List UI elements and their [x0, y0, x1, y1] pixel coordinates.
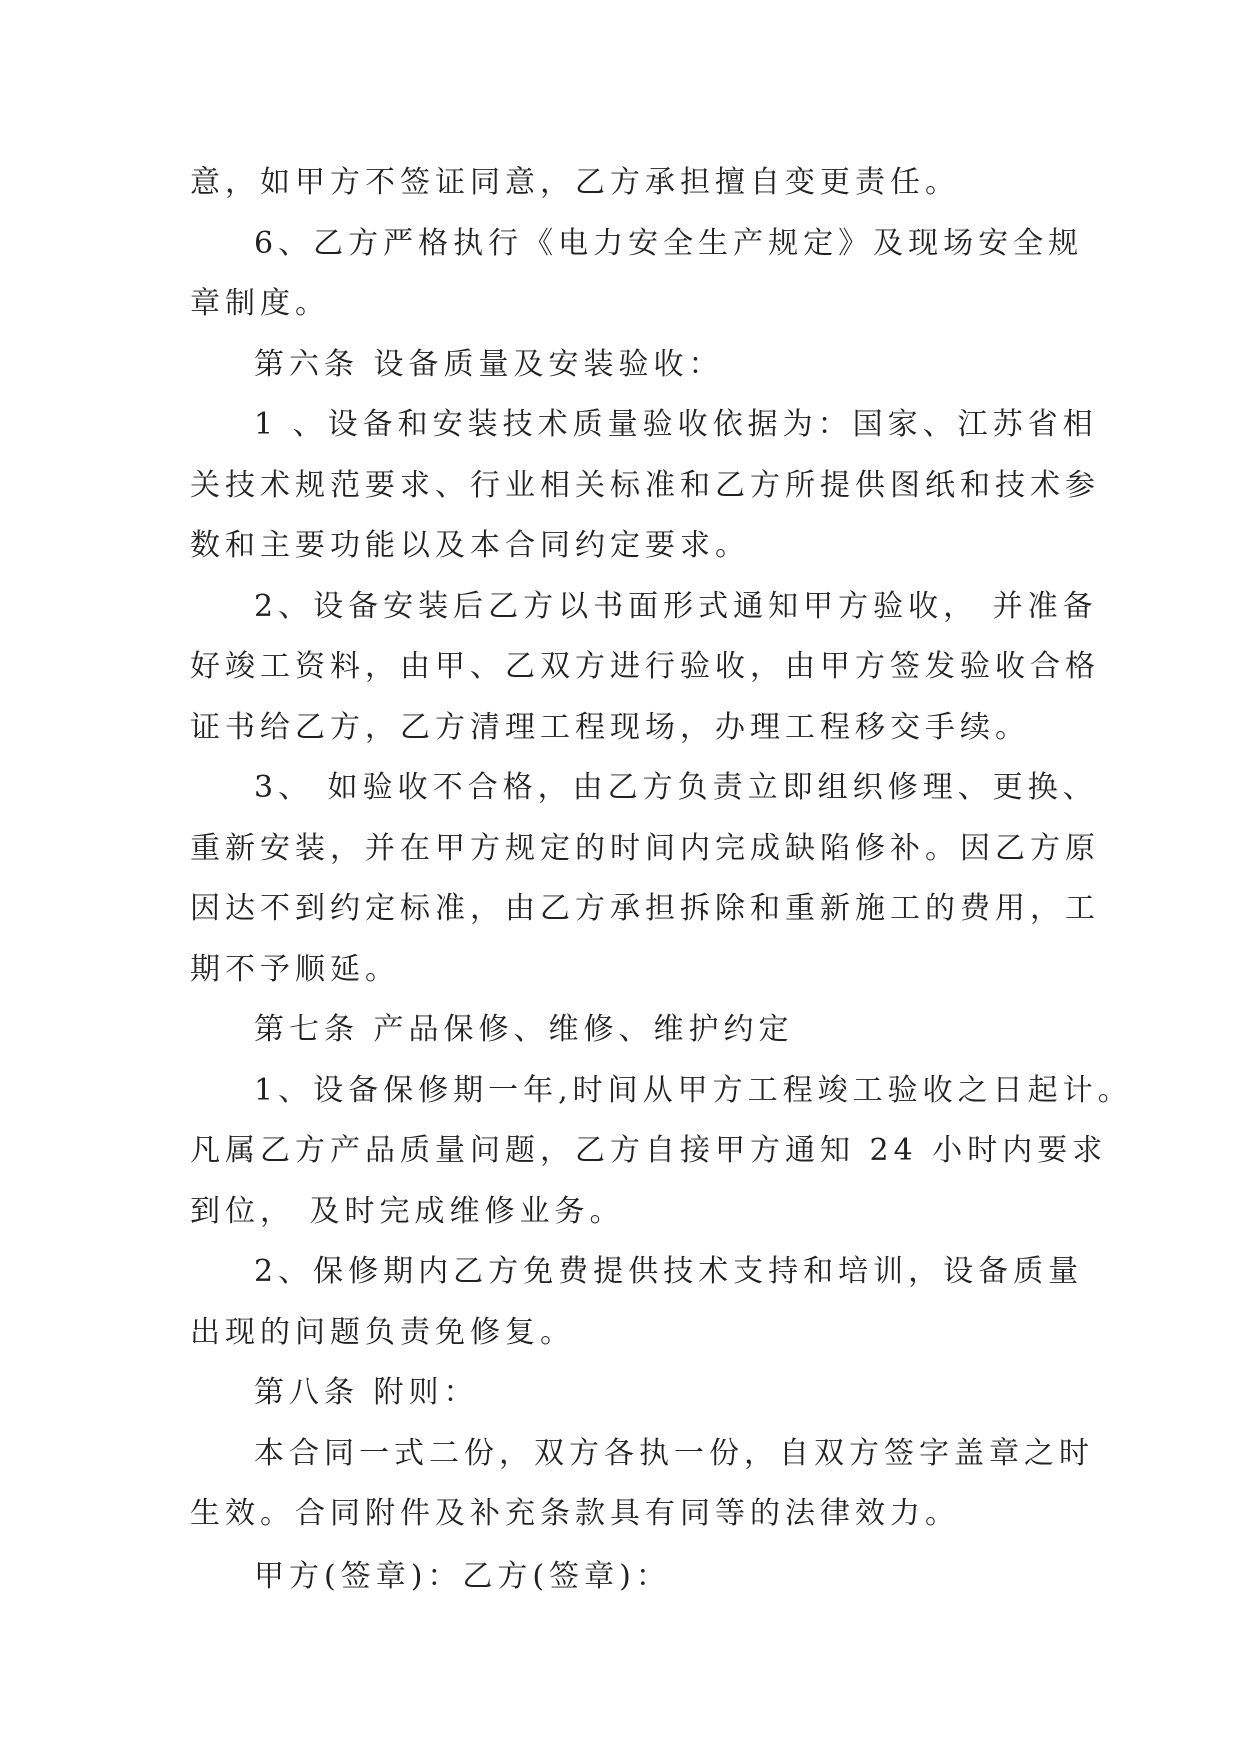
text-line-22: 本合同一式二份，双方各执一份，自双方签字盖章之时 [254, 1435, 1094, 1471]
signature-line: 甲方(签章)：乙方(签章)： [254, 1558, 671, 1594]
section-heading-8: 第八条 附则： [254, 1375, 479, 1410]
text-line-11: 3、 如验收不合格，由乙方负责立即组织修理、更换、 [254, 770, 1098, 805]
section-heading-7: 第七条 产品保修、维修、维护约定 [254, 1012, 794, 1047]
text-line-20: 出现的问题负责免修复。 [190, 1314, 575, 1350]
text-line-2: 6、乙方严格执行《电力安全生产规定》及现场安全规 [254, 225, 1084, 261]
text-line-12: 重新安装，并在甲方规定的时间内完成缺陷修补。因乙方原 [190, 830, 1100, 866]
text-line-19: 2、保修期内乙方免费提供技术支持和培训，设备质量 [254, 1254, 1084, 1289]
text-line-23: 生效。合同附件及补充条款具有同等的法律效力。 [190, 1496, 960, 1531]
text-line-5: 1 、设备和安装技术质量验收依据为：国家、江苏省相 [254, 407, 1098, 442]
text-line-1: 意，如甲方不签证同意，乙方承担擅自变更责任。 [190, 165, 960, 200]
text-line-13: 因达不到约定标准，由乙方承担拆除和重新施工的费用，工 [190, 891, 1100, 926]
text-line-17: 凡属乙方产品质量问题，乙方自接甲方通知 24 小时内要求 [190, 1133, 1108, 1168]
contract-text [190, 153, 1133, 1607]
section-heading-6: 第六条 设备质量及安装验收： [254, 346, 724, 382]
text-line-14: 期不予顺延。 [190, 951, 400, 987]
text-line-9: 好竣工资料，由甲、乙双方进行验收，由甲方签发验收合格 [190, 649, 1100, 684]
text-line-3: 章制度。 [190, 286, 330, 321]
text-line-8: 2、设备安装后乙方以书面形式通知甲方验收， 并准备 [254, 588, 1098, 624]
text-line-18: 到位， 及时完成维修业务。 [190, 1193, 625, 1229]
text-line-16: 1、设备保修期一年,时间从甲方工程竣工验收之日起计。 [254, 1072, 1133, 1108]
text-line-7: 数和主要功能以及本合同约定要求。 [190, 528, 750, 563]
text-line-10: 证书给乙方，乙方清理工程现场，办理工程移交手续。 [190, 709, 1030, 745]
text-line-6: 关技术规范要求、行业相关标准和乙方所提供图纸和技术参 [190, 467, 1100, 503]
